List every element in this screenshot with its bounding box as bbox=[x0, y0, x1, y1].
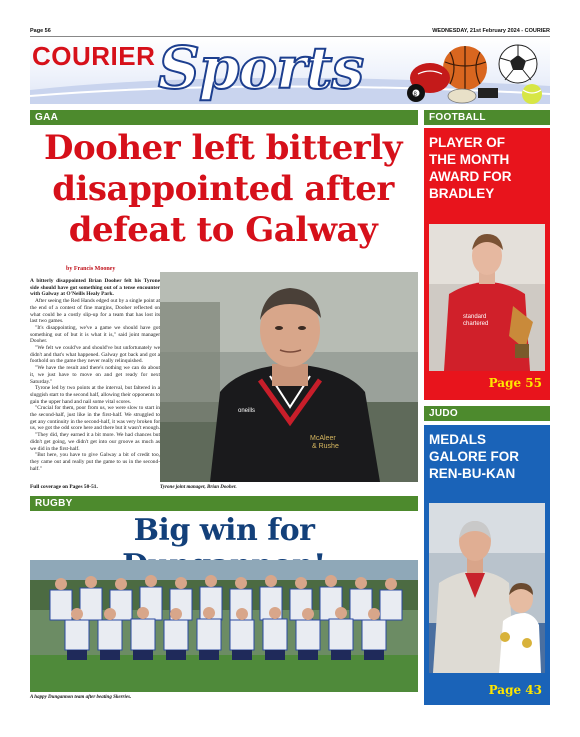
football-page-ref: Page 55 bbox=[488, 376, 542, 390]
section-gaa: GAA bbox=[30, 110, 418, 125]
title-line: MEDALS bbox=[429, 432, 486, 447]
section-football: FOOTBALL bbox=[424, 110, 550, 125]
judo-feature-title bbox=[429, 431, 519, 482]
article-paragraph: "But here, you have to give Galway a bit of credit too, they came out and really put the game to us in the second-half." bbox=[30, 452, 160, 472]
svg-text:& Rushe: & Rushe bbox=[312, 443, 339, 450]
football-feature-box bbox=[424, 128, 550, 400]
title-line: PLAYER OF bbox=[429, 135, 506, 150]
title-line: AWARD FOR bbox=[429, 169, 512, 184]
photo-caption: Tyrone joint manager, Brian Dooher. bbox=[160, 485, 237, 490]
issue-date: WEDNESDAY, 21st February 2024 - COURIER bbox=[432, 28, 550, 34]
title-line: BRADLEY bbox=[429, 186, 495, 201]
article-paragraph: "They did, they earned it a bit more. We had chances but didn't get going, we didn't get into our groove as much as we did in the first-half. bbox=[30, 432, 160, 452]
title-line: THE MONTH bbox=[429, 152, 510, 167]
article-paragraph: "We have the result and there's nothing we can do about it, we just have to move on and get ready for next Saturday." bbox=[30, 365, 160, 385]
judo-page-ref: Page 43 bbox=[488, 683, 542, 697]
bradley-photo bbox=[429, 224, 545, 371]
article-paragraph: After seeing the Red Hands edged out by a single point at the end of a contest of fine margins, Dooher reflected on what could be a costly slip-up for a team that has lost its last two games. bbox=[30, 298, 160, 325]
sports-balls-icon bbox=[400, 38, 550, 104]
team-photo bbox=[30, 560, 418, 692]
section-rugby: RUGBY bbox=[30, 496, 418, 511]
svg-text:chartered: chartered bbox=[463, 321, 489, 327]
title-line: REN-BU-KAN bbox=[429, 466, 516, 481]
section-judo: JUDO bbox=[424, 406, 550, 421]
sports-logo: Sports bbox=[158, 38, 364, 102]
byline: by Francis Mooney bbox=[66, 266, 116, 272]
team-photo-caption: A happy Dungannon team after beating Skerries. bbox=[30, 695, 132, 700]
coverage-note: Full coverage on Pages 50-51. bbox=[30, 484, 98, 490]
svg-text:standard: standard bbox=[463, 314, 487, 320]
svg-text:8: 8 bbox=[413, 92, 417, 98]
svg-text:oneills: oneills bbox=[238, 408, 256, 414]
title-line: GALORE FOR bbox=[429, 449, 519, 464]
article-lead: A bitterly disappointed Brian Dooher felt his Tyrone side should have got something out of a tense encounter with Galway at O'Neills Healy Park. bbox=[30, 278, 160, 298]
article-paragraph: "It's disappointing, we've a game we should have got something out of but it is what it is," said joint manager Dooher. bbox=[30, 324, 160, 345]
main-headline: Dooher left bitterly disappointed after defeat to Galway bbox=[44, 128, 402, 250]
page-number: Page 56 bbox=[30, 28, 51, 34]
rugby-headline: Big win for bbox=[133, 513, 315, 548]
article-paragraph: "Crucial for them, poor from us, we were slow to start in the second-half, just like in the first-half. We struggled to get any continuity in the second-half, it was very broken for us, we got the odd score here and there but it wasn't enough. bbox=[30, 405, 161, 432]
judo-feature-box bbox=[424, 425, 550, 705]
judo-photo bbox=[429, 503, 545, 673]
manager-photo bbox=[160, 272, 418, 482]
svg-text:McAleer: McAleer bbox=[310, 435, 336, 442]
article-paragraph: "We felt we could've and should've but unfortunately we didn't and that's what happened. Galway got back and got a foothold on the game they never really relinquished. bbox=[30, 345, 160, 365]
article-paragraph: Tyrone led by two points at the interval, but faltered in a sluggish start to the second half, allowing their opponents to gain the upper hand and nail some vital scores. bbox=[30, 385, 160, 405]
masthead bbox=[30, 38, 550, 104]
article-body bbox=[30, 278, 160, 472]
top-bar bbox=[30, 27, 550, 37]
football-feature-title bbox=[429, 134, 512, 202]
courier-logo: COURIER bbox=[32, 41, 156, 71]
